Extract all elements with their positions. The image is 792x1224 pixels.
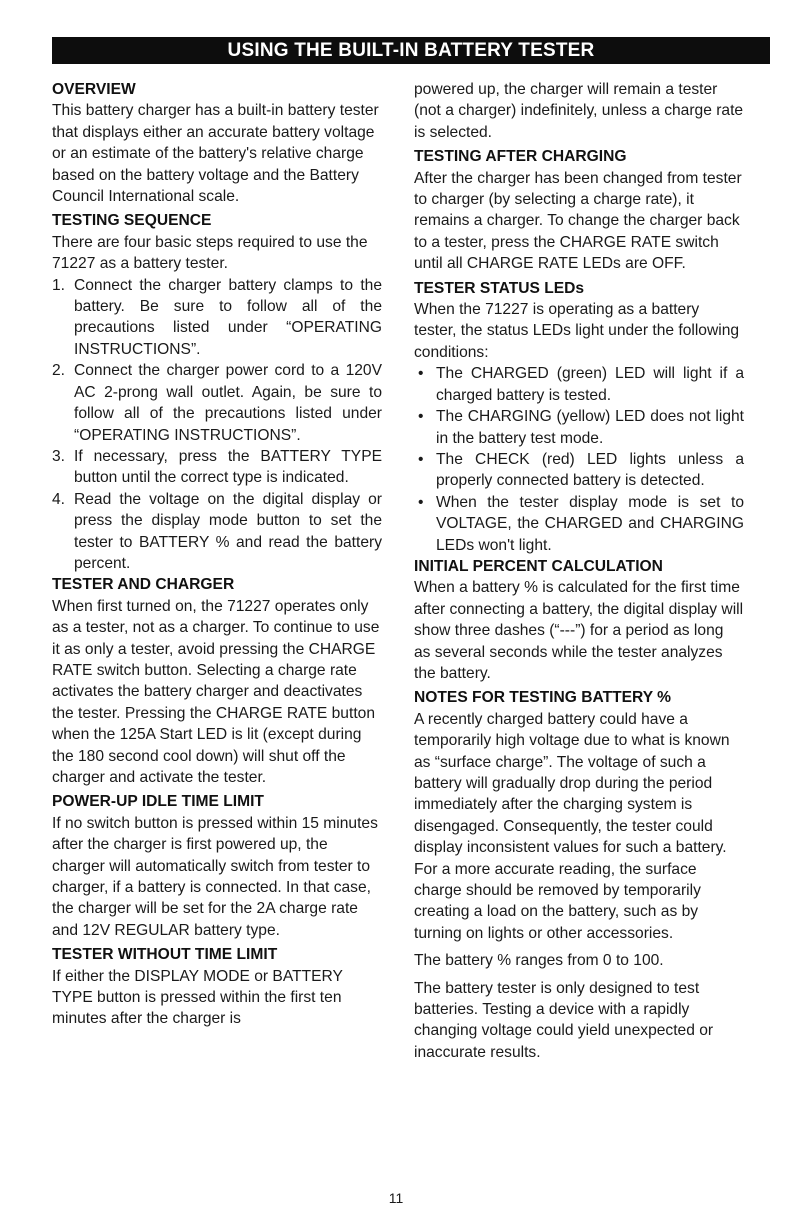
tester-status-leds-heading: TESTER STATUS LEDs (414, 279, 585, 297)
notes-battery-percent-heading: NOTES FOR TESTING BATTERY % (414, 689, 672, 707)
testing-sequence-intro: There are four basic steps required to use the 71227 as a battery tester. (52, 233, 368, 273)
notes-surface-charge: A recently charged battery could have a temporarily high voltage due to what is known as “surface charge”. The voltage of such a battery will gradually drop during the period immediately after the charging system is disengaged. Consequently, the tester could display inconsistent values for such a battery. For a more accurate reading, the surface charge should be removed by temporarily creating a load on the battery, such as by turning on lights or other accessories. (414, 710, 730, 942)
tester-without-limit-heading: TESTER WITHOUT TIME LIMIT (52, 946, 278, 964)
tester-without-limit-body: If either the DISPLAY MODE or BATTERY TYPE button is pressed within the first ten minutes after the charger is (52, 967, 343, 1028)
notes-tester-design: The battery tester is only designed to test batteries. Testing a device with a rapidly changing voltage could yield unexpected or inaccurate results. (414, 979, 714, 1061)
left-column (52, 79, 382, 1030)
initial-percent-body: When a battery % is calculated for the first time after connecting a battery, the digital display will show three dashes (“---”) for a period as long as several seconds while the tester analyzes the battery. (414, 579, 744, 682)
testing-step: 4. Read the voltage on the digital display or press the display mode button to set the tester to BATTERY % and read the battery percent. (52, 489, 382, 575)
testing-after-charging-heading: TESTING AFTER CHARGING (414, 148, 627, 166)
testing-steps-list (52, 275, 382, 575)
tester-and-charger-heading: TESTER AND CHARGER (52, 576, 235, 594)
testing-step: 2. Connect the charger power cord to a 120V AC 2-prong wall outlet. Again, be sure to follow all of the precautions listed under “OPERATING INSTRUCTIONS”. (52, 360, 382, 446)
initial-percent-heading: INITIAL PERCENT CALCULATION (414, 557, 663, 575)
tester-and-charger-body: When first turned on, the 71227 operates only as a tester, not as a charger. To continue to use it as only a tester, avoid pressing the CHARGE RATE switch button. Selecting a charge rate activates the battery charger and deactivates the tester. Pressing the CHARGE RATE button when the 125A Start LED is lit (except during the 180 second cool down) will shut off the charger and activate the tester. (52, 597, 380, 786)
status-led-item: • The CHARGED (green) LED will light if a charged battery is tested. (414, 363, 744, 406)
right-column (414, 79, 744, 1063)
power-up-idle-heading: POWER-UP IDLE TIME LIMIT (52, 793, 264, 811)
notes-battery-range: The battery % ranges from 0 to 100. (414, 952, 664, 970)
tester-without-limit-continued: powered up, the charger will remain a tester (not a charger) indefinitely, unless a charge rate is selected. (414, 81, 744, 141)
overview-heading: OVERVIEW (52, 81, 136, 98)
overview-body: This battery charger has a built-in battery tester that displays either an accurate battery voltage or an estimate of the battery's relative charge based on the battery voltage and the Battery Council International scale. (52, 102, 379, 206)
status-leds-list (414, 363, 744, 556)
section-banner: USING THE BUILT-IN BATTERY TESTER (52, 37, 770, 64)
tester-status-leds-intro: When the 71227 is operating as a battery tester, the status LEDs light under the following conditions: (414, 301, 740, 361)
status-led-item: • The CHARGING (yellow) LED does not light in the battery test mode. (414, 406, 744, 449)
testing-sequence-heading: TESTING SEQUENCE (52, 212, 212, 230)
testing-step: 3. If necessary, press the BATTERY TYPE button until the correct type is indicated. (52, 446, 382, 489)
page-number: 11 (388, 1190, 404, 1206)
power-up-idle-body: If no switch button is pressed within 15 minutes after the charger is first powered up, the charger will automatically switch from tester to charger, if a battery is connected. In that case, the charger will be set for the 2A charge rate and 12V REGULAR battery type. (52, 814, 378, 939)
testing-after-charging-body: After the charger has been changed from tester to charger (by selecting a charge rate), it remains a charger. To change the charger back to a tester, press the CHARGE RATE switch until all CHARGE RATE LEDs are OFF. (414, 169, 742, 273)
status-led-item: • When the tester display mode is set to VOLTAGE, the CHARGED and CHARGING LEDs won't light. (414, 492, 744, 556)
status-led-item: • The CHECK (red) LED lights unless a properly connected battery is detected. (414, 449, 744, 492)
testing-step: 1. Connect the charger battery clamps to the battery. Be sure to follow all of the precautions listed under “OPERATING INSTRUCTIONS”. (52, 275, 382, 361)
